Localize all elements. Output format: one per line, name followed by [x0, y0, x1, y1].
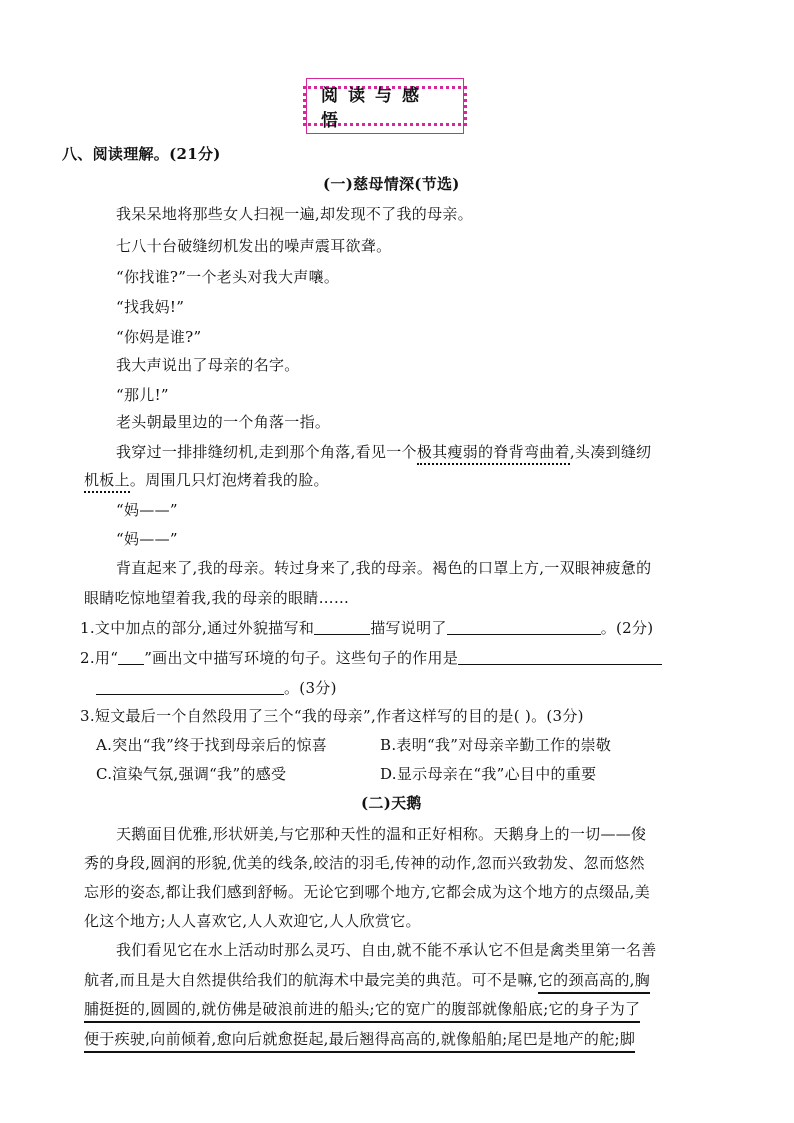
question-3: 3.短文最后一个自然段用了三个“我的母亲”,作者这样写的目的是( )。(3分) — [80, 707, 584, 725]
underline-sample — [118, 648, 144, 665]
option-b[interactable]: B.表明“我”对母亲辛勤工作的崇敬 — [380, 736, 612, 754]
text-segment: 航者,而且是大自然提供给我们的航海术中最完美的典范。可不是嘛, — [84, 971, 538, 989]
passage1-paragraph: “妈——” — [116, 530, 178, 548]
passage2-paragraph: 秀的身段,圆润的形貌,优美的线条,皎洁的羽毛,传神的动作,忽而兴致勃发、忽而悠然 — [84, 854, 645, 872]
passage1-paragraph: “找我妈!” — [116, 298, 185, 316]
passage2-title: (二)天鹅 — [361, 794, 422, 812]
passage1-paragraph: 七八十台破缝纫机发出的噪声震耳欲聋。 — [116, 237, 392, 255]
passage1-paragraph: 我大声说出了母亲的名字。 — [116, 356, 300, 374]
question-text: ”画出文中描写环境的句子。这些句子的作用是 — [144, 649, 459, 667]
passage1-paragraph: “妈——” — [116, 501, 178, 519]
passage1-paragraph: 老头朝最里边的一个角落一指。 — [116, 413, 331, 431]
passage2-paragraph: 天鹅面目优雅,形状妍美,与它那种天性的温和正好相称。天鹅身上的一切——俊 — [116, 825, 647, 843]
passage2-paragraph: 化这个地方;人人喜欢它,人人欢迎它,人人欣赏它。 — [84, 912, 421, 930]
passage2-paragraph — [84, 1029, 635, 1049]
dotted-emphasis: 极其瘦弱的脊背弯曲着 — [417, 443, 570, 465]
passage1-paragraph: 眼睛吃惊地望着我,我的母亲的眼睛…… — [84, 589, 350, 607]
question-text: 。(2分) — [600, 619, 654, 637]
passage2-paragraph: 我们看见它在水上活动时那么灵巧、自由,就不能不承认它不但是禽类里第一名善 — [116, 941, 657, 959]
passage1-paragraph: “你妈是谁?” — [116, 328, 202, 346]
underlined-text: 它的颈高高的,胸 — [538, 971, 650, 994]
passage1-paragraph: 我呆呆地将那些女人扫视一遍,却发现不了我的母亲。 — [116, 205, 473, 223]
text-segment: ,头凑到缝纫 — [569, 443, 652, 461]
passage2-paragraph: 忘形的姿态,都让我们感到舒畅。无论它到哪个地方,它都会成为这个地方的点缀品,美 — [84, 883, 651, 901]
question-text: 1.文中加点的部分,通过外貌描写和 — [80, 619, 315, 637]
section-badge-text: 阅读与感悟 — [306, 78, 464, 134]
answer-blank[interactable] — [458, 648, 662, 665]
answer-blank[interactable] — [447, 618, 601, 635]
passage2-paragraph — [84, 970, 650, 990]
question-text: 描写说明了 — [370, 619, 447, 637]
underlined-text: 便于疾驶,向前倾着,愈向后就愈挺起,最后翘得高高的,就像船舶;尾巴是地产的舵;脚 — [84, 1030, 635, 1053]
underlined-text: 脯挺挺的,圆圆的,就仿佛是破浪前进的船头;它的宽广的腹部就像船底;它的身子为了 — [84, 1000, 640, 1023]
passage1-paragraph — [116, 442, 651, 462]
passage1-paragraph — [84, 470, 329, 490]
text-segment: 。周围几只灯泡烤着我的脸。 — [129, 471, 329, 489]
section-badge — [303, 86, 467, 131]
question-1 — [80, 618, 653, 638]
option-a[interactable]: A.突出“我”终于找到母亲后的惊喜 — [96, 736, 328, 754]
passage1-title: (一)慈母情深(节选) — [323, 175, 460, 193]
text-segment: 我穿过一排排缝纫机,走到那个角落,看见一个 — [116, 443, 417, 461]
question-2-continued — [96, 678, 337, 698]
question-text: 。(3分) — [284, 679, 337, 697]
answer-blank[interactable] — [96, 678, 284, 695]
dotted-emphasis: 机板上 — [84, 471, 130, 493]
question-2 — [80, 648, 662, 668]
option-c[interactable]: C.渲染气氛,强调“我”的感受 — [96, 765, 287, 783]
section-heading: 八、阅读理解。(21分) — [62, 145, 221, 163]
passage1-paragraph: “你找谁?”一个老头对我大声嚷。 — [116, 268, 340, 286]
passage1-paragraph: “那儿!” — [116, 386, 169, 404]
question-text: 2.用“ — [80, 649, 119, 667]
passage1-paragraph: 背直起来了,我的母亲。转过身来了,我的母亲。褐色的口罩上方,一双眼神疲惫的 — [116, 559, 652, 577]
passage2-paragraph — [84, 999, 640, 1019]
answer-blank[interactable] — [314, 618, 370, 635]
option-d[interactable]: D.显示母亲在“我”心目中的重要 — [380, 765, 597, 783]
